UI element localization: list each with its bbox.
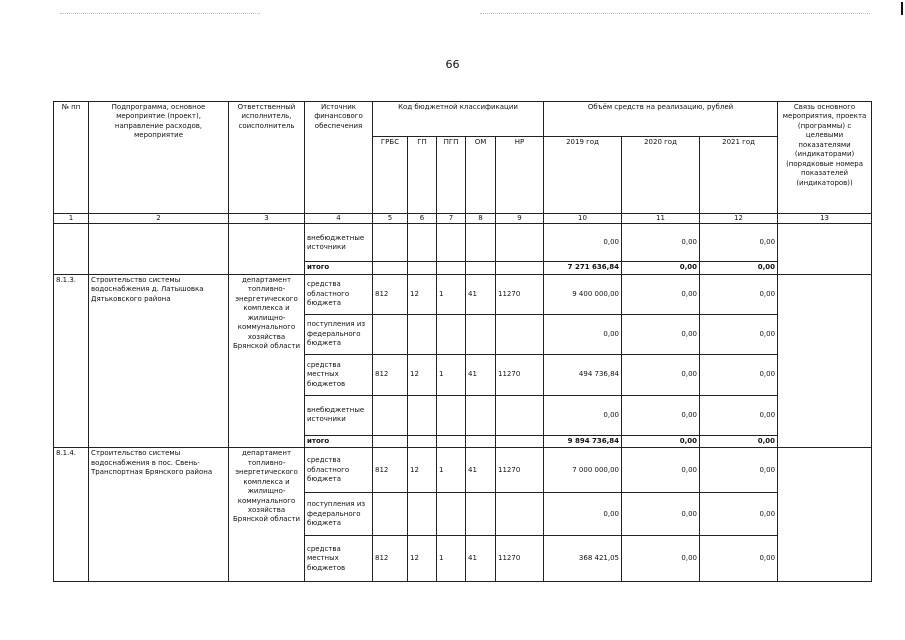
header-row — [54, 102, 872, 137]
amount-2019: 494 736,84 — [544, 354, 622, 395]
source-label: средства местных бюджетов — [305, 354, 373, 395]
code-grbs: 812 — [373, 274, 408, 314]
total-2020: 0,00 — [622, 262, 700, 274]
amount-2020: 0,00 — [622, 314, 700, 354]
code-pgp: 1 — [437, 536, 466, 582]
item-name: Строительство системы водоснабжения д. Латышовка Дятьковского района — [89, 274, 229, 447]
code-nr: 11270 — [496, 536, 544, 582]
column-number: 10 — [544, 214, 622, 224]
item-executor: департамент топливно-энергетического комплекса и жилищно-коммунального хозяйства Брянской области — [229, 274, 305, 447]
total-2021: 0,00 — [700, 262, 778, 274]
amount-2019: 0,00 — [544, 493, 622, 536]
amount-2019: 0,00 — [544, 314, 622, 354]
code-grbs: 812 — [373, 354, 408, 395]
code-nr: 11270 — [496, 274, 544, 314]
header-2021: 2021 год — [700, 137, 778, 214]
column-number: 12 — [700, 214, 778, 224]
column-number: 6 — [408, 214, 437, 224]
code-pgp: 1 — [437, 448, 466, 493]
code-grbs: 812 — [373, 536, 408, 582]
scan-artifact — [480, 13, 870, 15]
table-row — [54, 274, 872, 314]
code-gp: 12 — [408, 536, 437, 582]
column-number: 7 — [437, 214, 466, 224]
total-2019: 7 271 636,84 — [544, 262, 622, 274]
source-label: средства местных бюджетов — [305, 536, 373, 582]
header-source: Источник финансового обеспечения — [305, 102, 373, 214]
source-label: внебюджетные источники — [305, 224, 373, 262]
item-number: 8.1.3. — [54, 274, 89, 447]
amount-2021: 0,00 — [700, 395, 778, 435]
scan-edge-mark — [901, 2, 903, 15]
code-gp: 12 — [408, 354, 437, 395]
amount-2020: 0,00 — [622, 354, 700, 395]
column-number: 2 — [89, 214, 229, 224]
code-nr: 11270 — [496, 354, 544, 395]
item-name: Строительство системы водоснабжения в пос. Свень-Транспортная Брянского района — [89, 448, 229, 582]
item-executor: департамент топливно-энергетического комплекса и жилищно-коммунального хозяйства Брянской области — [229, 448, 305, 582]
amount-2019: 7 000 000,00 — [544, 448, 622, 493]
header-program: Подпрограмма, основное мероприятие (проект), направление расходов, мероприятие — [89, 102, 229, 214]
column-number: 1 — [54, 214, 89, 224]
source-label: внебюджетные источники — [305, 395, 373, 435]
code-pgp: 1 — [437, 354, 466, 395]
column-number: 5 — [373, 214, 408, 224]
amount-2019: 368 421,05 — [544, 536, 622, 582]
amount-2019: 0,00 — [544, 395, 622, 435]
amount-2021: 0,00 — [700, 274, 778, 314]
column-number: 4 — [305, 214, 373, 224]
code-om: 41 — [466, 536, 496, 582]
item-number: 8.1.4. — [54, 448, 89, 582]
header-executor: Ответственный исполнитель, соисполнитель — [229, 102, 305, 214]
amount-2021: 0,00 — [700, 224, 778, 262]
header-grbs: ГРБС — [373, 137, 408, 214]
source-label: средства областного бюджета — [305, 448, 373, 493]
amount-2021: 0,00 — [700, 314, 778, 354]
source-label: итого — [305, 262, 373, 274]
table-row — [54, 224, 872, 262]
header-nr: НР — [496, 137, 544, 214]
source-label: средства областного бюджета — [305, 274, 373, 314]
column-number: 13 — [778, 214, 872, 224]
header-budget-code: Код бюджетной классификации — [373, 102, 544, 137]
code-om: 41 — [466, 354, 496, 395]
code-gp: 12 — [408, 448, 437, 493]
total-2020: 0,00 — [622, 435, 700, 447]
total-2021: 0,00 — [700, 435, 778, 447]
amount-2019: 9 400 000,00 — [544, 274, 622, 314]
page-number: 66 — [445, 58, 460, 71]
amount-2021: 0,00 — [700, 448, 778, 493]
amount-2020: 0,00 — [622, 395, 700, 435]
header-2019: 2019 год — [544, 137, 622, 214]
source-label: поступления из федерального бюджета — [305, 493, 373, 536]
code-nr: 11270 — [496, 448, 544, 493]
source-label: поступления из федерального бюджета — [305, 314, 373, 354]
amount-2020: 0,00 — [622, 224, 700, 262]
amount-2021: 0,00 — [700, 493, 778, 536]
code-pgp: 1 — [437, 274, 466, 314]
code-gp: 12 — [408, 274, 437, 314]
code-om: 41 — [466, 274, 496, 314]
column-number-row — [54, 214, 872, 224]
code-grbs: 812 — [373, 448, 408, 493]
amount-2020: 0,00 — [622, 493, 700, 536]
amount-2021: 0,00 — [700, 536, 778, 582]
column-number: 11 — [622, 214, 700, 224]
header-volume: Объём средств на реализацию, рублей — [544, 102, 778, 137]
header-gp: ГП — [408, 137, 437, 214]
amount-2019: 0,00 — [544, 224, 622, 262]
column-number: 3 — [229, 214, 305, 224]
header-2020: 2020 год — [622, 137, 700, 214]
column-number: 8 — [466, 214, 496, 224]
amount-2021: 0,00 — [700, 354, 778, 395]
budget-table — [53, 101, 872, 582]
header-pgp: ПГП — [437, 137, 466, 214]
header-no: № пп — [54, 102, 89, 214]
source-label: итого — [305, 435, 373, 447]
header-link: Связь основного мероприятия, проекта (программы) с целевыми показателями (индикаторами) (порядковые номера показателей (индикаторов)) — [778, 102, 872, 214]
total-2019: 9 894 736,84 — [544, 435, 622, 447]
column-number: 9 — [496, 214, 544, 224]
scan-artifact — [60, 13, 260, 15]
table-row — [54, 448, 872, 493]
code-om: 41 — [466, 448, 496, 493]
amount-2020: 0,00 — [622, 536, 700, 582]
amount-2020: 0,00 — [622, 274, 700, 314]
amount-2020: 0,00 — [622, 448, 700, 493]
header-om: ОМ — [466, 137, 496, 214]
